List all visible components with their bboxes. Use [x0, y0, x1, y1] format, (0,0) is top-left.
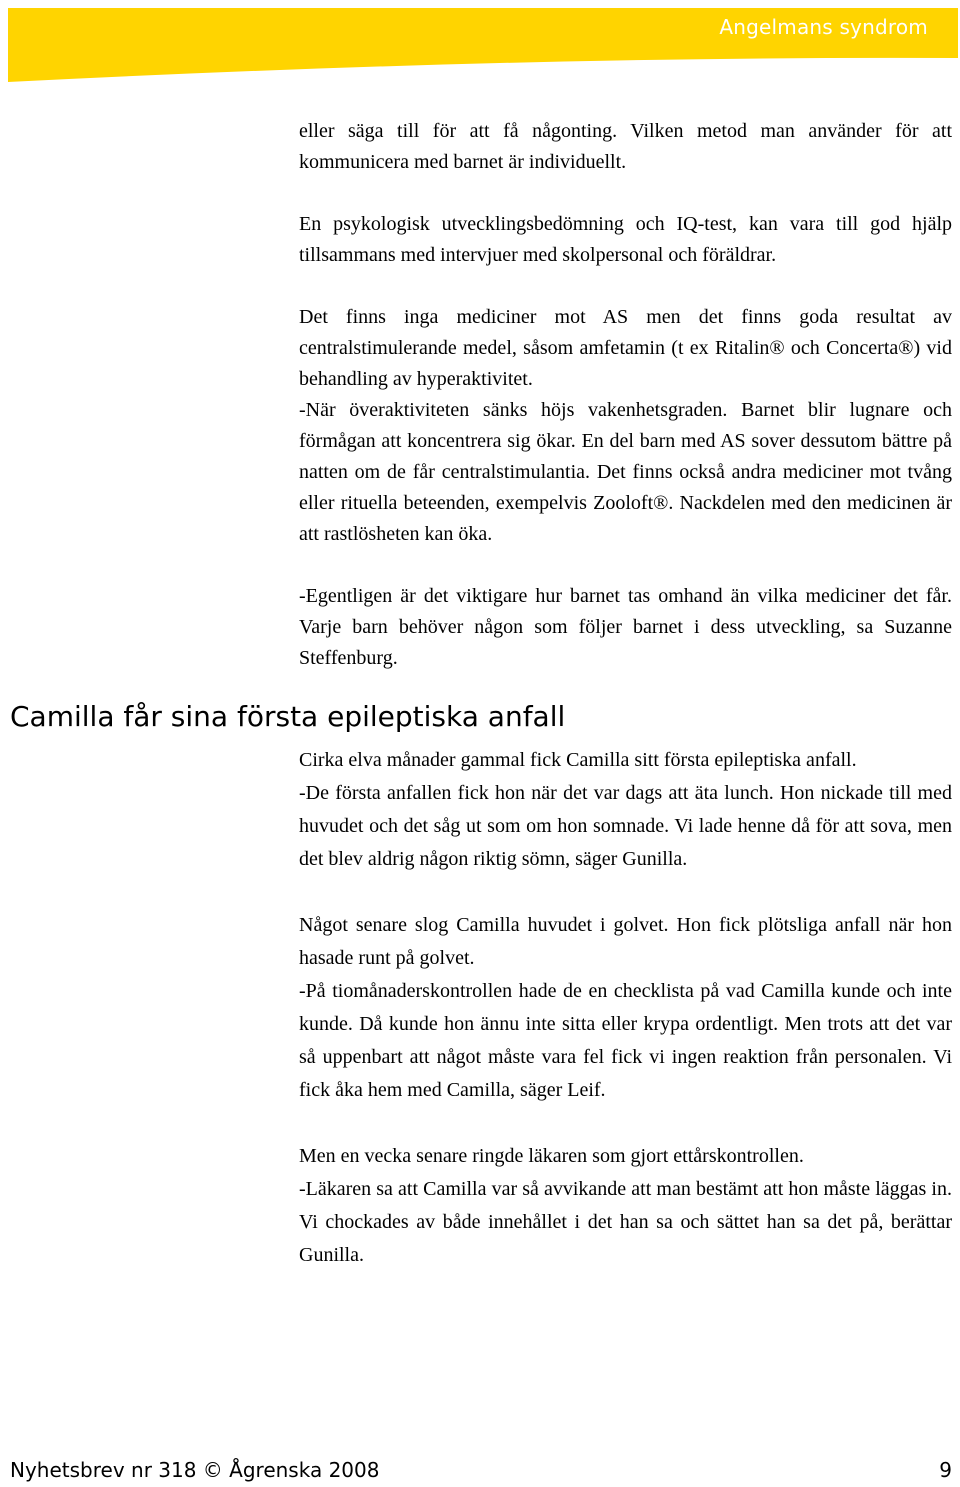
- intro-text: [299, 116, 952, 674]
- section-text: [299, 744, 952, 1272]
- paragraph: -Läkaren sa att Camilla var så avvikande att man bestämt att hon måste läggas in. Vi chockades av både innehållet i det han sa och sättet han sa det på, berättar Gunilla.: [299, 1178, 952, 1266]
- paragraph: -När överaktiviteten sänks höjs vakenhetsgraden. Barnet blir lugnare och förmågan att koncentrera sig ökar. En del barn med AS sover dessutom bättre på natten om de får centralstimulantia. Det finns också andra mediciner mot tvång eller rituella beteenden, exempelvis Zooloft®. Nackdelen med den medicinen är att rastlösheten kan öka.: [299, 399, 952, 545]
- running-header-title: Angelmans syndrom: [719, 15, 928, 39]
- page-number: 9: [939, 1458, 952, 1482]
- paragraph: -Egentligen är det viktigare hur barnet tas omhand än vilka mediciner det får. Varje barn behöver någon som följer barnet i dess utveckling, sa Suzanne Steffenburg.: [299, 585, 952, 669]
- paragraph: eller säga till för att få någonting. Vilken metod man använder för att kommunicera med barnet är individuellt.: [299, 120, 952, 173]
- section-heading: Camilla får sina första epileptiska anfall: [10, 700, 566, 733]
- paragraph: -De första anfallen fick hon när det var dags att äta lunch. Hon nickade till med huvudet och det såg ut som om hon somnade. Vi lade henne då för att sova, men det blev aldrig någon riktig sömn, säger Gunilla.: [299, 782, 952, 870]
- page-footer: [10, 1458, 952, 1482]
- paragraph: Cirka elva månader gammal fick Camilla sitt första epileptiska anfall.: [299, 749, 857, 771]
- paragraph: En psykologisk utvecklingsbedömning och IQ-test, kan vara till god hjälp tillsammans med intervjuer med skolpersonal och föräldrar.: [299, 213, 952, 266]
- paragraph: Men en vecka senare ringde läkaren som gjort ettårskontrollen.: [299, 1145, 804, 1167]
- header-band: [0, 0, 960, 90]
- header-band-shape: [0, 0, 960, 90]
- footer-publication: Nyhetsbrev nr 318 © Ågrenska 2008: [10, 1458, 380, 1482]
- paragraph: -På tiomånaderskontrollen hade de en checklista på vad Camilla kunde och inte kunde. Då kunde hon ännu inte sitta eller krypa ordentligt. Men trots att det var så uppenbart att något måste vara fel fick vi ingen reaktion från personalen. Vi fick åka hem med Camilla, säger Leif.: [299, 980, 952, 1101]
- paragraph: Något senare slog Camilla huvudet i golvet. Hon fick plötsliga anfall när hon hasade runt på golvet.: [299, 914, 952, 969]
- paragraph: Det finns inga mediciner mot AS men det finns goda resultat av centralstimulerande medel, såsom amfetamin (t ex Ritalin® och Concerta®) vid behandling av hyperaktivitet.: [299, 306, 952, 390]
